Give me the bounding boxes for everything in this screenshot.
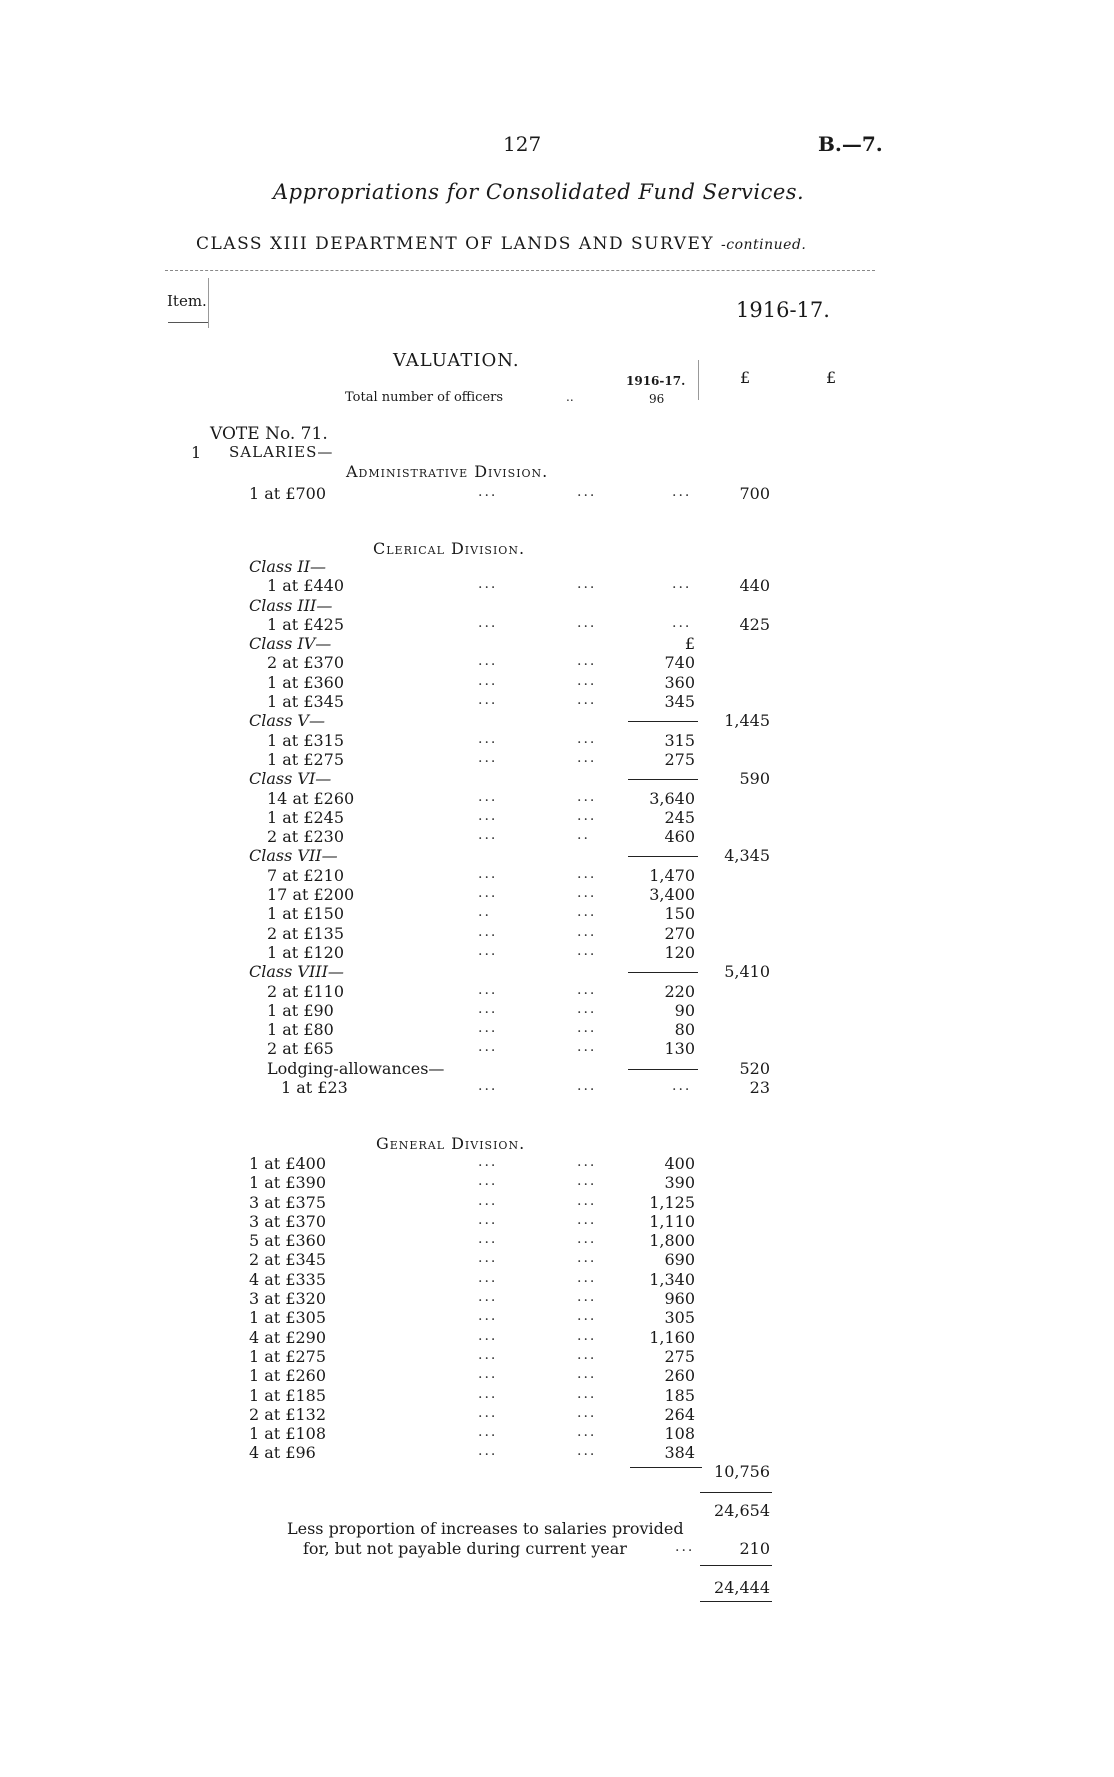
row-label: 3 at £320 xyxy=(249,1289,327,1308)
row-total: 700 xyxy=(739,484,770,503)
row-dots: ... xyxy=(478,1289,498,1305)
row-dots: ... xyxy=(478,1386,498,1402)
row-dots: ... xyxy=(577,750,597,766)
row-dots: ... xyxy=(478,1270,498,1286)
row-dots: ... xyxy=(478,885,498,901)
row-label: 1 at £345 xyxy=(267,692,345,711)
row-dots: ... xyxy=(478,1039,498,1055)
row-amount: 108 xyxy=(664,1424,695,1443)
row-dots: ... xyxy=(478,943,498,959)
row-amount: 400 xyxy=(664,1154,695,1173)
row-label: 1 at £700 xyxy=(249,484,327,503)
row-amount: 80 xyxy=(674,1020,695,1039)
row-dots: ... xyxy=(577,692,597,708)
subtotal: 24,654 xyxy=(714,1501,770,1520)
row-rule xyxy=(628,972,698,973)
row-label: Class V— xyxy=(249,711,325,730)
row-label: Class II— xyxy=(249,557,327,576)
row-label: 1 at £275 xyxy=(267,750,345,769)
row-amount: 360 xyxy=(664,673,695,692)
row-dots: ... xyxy=(478,1212,498,1228)
row-dots: ... xyxy=(478,731,498,747)
row-dots: ... xyxy=(577,924,597,940)
row-label: 3 at £375 xyxy=(249,1193,327,1212)
row-label: 1 at £23 xyxy=(281,1078,348,1097)
row-dots: ... xyxy=(672,484,692,500)
row-dots: ... xyxy=(577,943,597,959)
page-number: 127 xyxy=(503,132,542,156)
row-label: 2 at £370 xyxy=(267,653,345,672)
row-amount: 264 xyxy=(664,1405,695,1424)
row-dots: .. xyxy=(478,904,491,920)
row-label: 1 at £245 xyxy=(267,808,345,827)
row-label: 1 at £80 xyxy=(267,1020,334,1039)
row-label: Class VI— xyxy=(249,769,332,788)
salaries-label: SALARIES— xyxy=(229,443,334,461)
row-dots: ... xyxy=(577,1347,597,1363)
row-label: Class VIII— xyxy=(249,962,344,981)
row-total: 5,410 xyxy=(724,962,770,981)
row-dots: ... xyxy=(577,1039,597,1055)
item-header-underline xyxy=(168,322,208,323)
row-total: 440 xyxy=(739,576,770,595)
row-dots: ... xyxy=(478,1078,498,1094)
row-rule xyxy=(628,721,698,722)
row-amount: 690 xyxy=(664,1250,695,1269)
row-amount: 220 xyxy=(664,982,695,1001)
row-dots: ... xyxy=(577,1250,597,1266)
pound-column-1: £ xyxy=(740,368,751,387)
row-dots: ... xyxy=(478,615,498,631)
general-total: 10,756 xyxy=(714,1462,770,1481)
row-dots: ... xyxy=(577,484,597,500)
row-dots: ... xyxy=(577,1193,597,1209)
document-reference: B.—7. xyxy=(818,132,883,156)
row-rule xyxy=(628,779,698,780)
vote-label: VOTE No. 71. xyxy=(210,424,328,444)
row-dots: ... xyxy=(478,1001,498,1017)
row-dots: ... xyxy=(577,789,597,805)
row-dots: ... xyxy=(478,1231,498,1247)
row-amount: 150 xyxy=(664,904,695,923)
class-heading-text: CLASS XIII DEPARTMENT OF LANDS AND SURVEY xyxy=(196,234,715,254)
row-amount: 260 xyxy=(664,1366,695,1385)
row-dots: ... xyxy=(478,1366,498,1382)
row-label: 2 at £132 xyxy=(249,1405,327,1424)
row-amount: 185 xyxy=(664,1386,695,1405)
row-dots: ... xyxy=(478,653,498,669)
valuation-year-label: 1916-17. xyxy=(626,374,686,388)
row-dots: ... xyxy=(577,1001,597,1017)
row-dots: ... xyxy=(577,653,597,669)
row-amount: 275 xyxy=(664,750,695,769)
row-label: 7 at £210 xyxy=(267,866,345,885)
row-dots: ... xyxy=(478,827,498,843)
row-amount: 90 xyxy=(674,1001,695,1020)
row-label: 2 at £230 xyxy=(267,827,345,846)
row-label: 1 at £400 xyxy=(249,1154,327,1173)
row-label: Lodging-allowances— xyxy=(267,1059,445,1078)
row-amount: 120 xyxy=(664,943,695,962)
row-total: 4,345 xyxy=(724,846,770,865)
row-amount: 740 xyxy=(664,653,695,672)
row-dots: ... xyxy=(672,615,692,631)
row-dots: ... xyxy=(478,576,498,592)
grand-total-rule-bottom xyxy=(700,1601,772,1602)
row-label: 4 at £96 xyxy=(249,1443,316,1462)
row-label: 1 at £275 xyxy=(249,1347,327,1366)
row-label: Class IV— xyxy=(249,634,332,653)
row-amount: 1,340 xyxy=(649,1270,695,1289)
row-amount: £ xyxy=(684,634,695,653)
row-amount: 345 xyxy=(664,692,695,711)
row-dots: ... xyxy=(577,1308,597,1324)
row-label: 1 at £425 xyxy=(267,615,345,634)
row-dots: ... xyxy=(577,1270,597,1286)
less-amount: 210 xyxy=(739,1539,770,1558)
row-label: 1 at £390 xyxy=(249,1173,327,1192)
subtotal-rule xyxy=(700,1492,772,1493)
row-dots: ... xyxy=(478,1308,498,1324)
row-label: Class VII— xyxy=(249,846,338,865)
row-amount: 3,640 xyxy=(649,789,695,808)
row-amount: 275 xyxy=(664,1347,695,1366)
item-number: 1 xyxy=(191,443,202,462)
row-dots: ... xyxy=(478,484,498,500)
row-dots: ... xyxy=(577,885,597,901)
grand-total-rule-top xyxy=(700,1565,772,1566)
less-line-1: Less proportion of increases to salaries provided xyxy=(287,1519,684,1538)
row-dots: ... xyxy=(478,1154,498,1170)
page-title: Appropriations for Consolidated Fund Services. xyxy=(273,180,805,204)
row-total: 590 xyxy=(739,769,770,788)
row-amount: 960 xyxy=(664,1289,695,1308)
row-label: 1 at £150 xyxy=(267,904,345,923)
row-amount: 1,125 xyxy=(649,1193,695,1212)
row-dots: ... xyxy=(577,615,597,631)
row-amount: 1,470 xyxy=(649,866,695,885)
row-dots: ... xyxy=(478,808,498,824)
row-label: 1 at £315 xyxy=(267,731,345,750)
row-dots: ... xyxy=(478,1424,498,1440)
row-dots: .. xyxy=(577,827,590,843)
row-amount: 390 xyxy=(664,1173,695,1192)
row-total: 1,445 xyxy=(724,711,770,730)
row-dots: ... xyxy=(478,673,498,689)
row-dots: ... xyxy=(478,1443,498,1459)
row-label: 1 at £120 xyxy=(267,943,345,962)
row-total: 23 xyxy=(749,1078,770,1097)
valuation-title: VALUATION. xyxy=(393,350,520,371)
row-dots: ... xyxy=(577,1173,597,1189)
row-dots: ... xyxy=(577,576,597,592)
administrative-heading: Administrative Division. xyxy=(346,462,549,481)
row-label: 17 at £200 xyxy=(267,885,355,904)
row-amount: 460 xyxy=(664,827,695,846)
row-rule xyxy=(628,856,698,857)
general-total-rule xyxy=(630,1467,702,1468)
clerical-heading: Clerical Division. xyxy=(373,539,526,558)
row-dots: ... xyxy=(577,982,597,998)
row-dots: ... xyxy=(577,1289,597,1305)
row-dots: ... xyxy=(478,1405,498,1421)
row-label: 2 at £65 xyxy=(267,1039,334,1058)
row-dots: ... xyxy=(478,1250,498,1266)
row-dots: ... xyxy=(478,924,498,940)
row-label: 2 at £110 xyxy=(267,982,345,1001)
continued-label: -continued. xyxy=(721,237,807,253)
row-dots: ... xyxy=(478,692,498,708)
row-label: 5 at £360 xyxy=(249,1231,327,1250)
row-amount: 130 xyxy=(664,1039,695,1058)
officers-dots: .. xyxy=(566,390,574,404)
row-label: 2 at £345 xyxy=(249,1250,327,1269)
row-amount: 1,110 xyxy=(649,1212,695,1231)
row-amount: 305 xyxy=(664,1308,695,1327)
row-amount: 384 xyxy=(664,1443,695,1462)
row-dots: ... xyxy=(577,1366,597,1382)
row-dots: ... xyxy=(478,1193,498,1209)
item-column-rule xyxy=(208,278,209,328)
row-amount: 3,400 xyxy=(649,885,695,904)
grand-total: 24,444 xyxy=(714,1578,770,1597)
row-dots: ... xyxy=(478,1173,498,1189)
row-label: 1 at £360 xyxy=(267,673,345,692)
row-label: 2 at £135 xyxy=(267,924,345,943)
row-label: 1 at £260 xyxy=(249,1366,327,1385)
row-label: 1 at £90 xyxy=(267,1001,334,1020)
row-amount: 1,800 xyxy=(649,1231,695,1250)
row-dots: ... xyxy=(478,750,498,766)
row-dots: ... xyxy=(577,731,597,747)
row-dots: ... xyxy=(577,1405,597,1421)
general-heading: General Division. xyxy=(376,1134,526,1153)
row-total: 520 xyxy=(739,1059,770,1078)
less-line-2: for, but not payable during current year xyxy=(303,1539,627,1558)
row-dots: ... xyxy=(577,673,597,689)
row-amount: 245 xyxy=(664,808,695,827)
row-dots: ... xyxy=(478,789,498,805)
row-label: 1 at £185 xyxy=(249,1386,327,1405)
year-column-header: 1916-17. xyxy=(736,298,830,322)
class-heading xyxy=(196,234,806,254)
row-dots: ... xyxy=(478,866,498,882)
row-label: 4 at £290 xyxy=(249,1328,327,1347)
row-label: Class III— xyxy=(249,596,333,615)
less-dots: ... xyxy=(675,1539,695,1555)
row-dots: ... xyxy=(577,1328,597,1344)
row-dots: ... xyxy=(577,1078,597,1094)
row-total: 425 xyxy=(739,615,770,634)
row-dots: ... xyxy=(478,1020,498,1036)
row-dots: ... xyxy=(672,576,692,592)
officers-count: 96 xyxy=(649,392,665,406)
row-dots: ... xyxy=(478,1328,498,1344)
row-label: 1 at £440 xyxy=(267,576,345,595)
row-amount: 270 xyxy=(664,924,695,943)
row-amount: 315 xyxy=(664,731,695,750)
row-dots: ... xyxy=(577,1020,597,1036)
row-dots: ... xyxy=(478,982,498,998)
row-label: 1 at £305 xyxy=(249,1308,327,1327)
row-label: 3 at £370 xyxy=(249,1212,327,1231)
row-label: 4 at £335 xyxy=(249,1270,327,1289)
row-dots: ... xyxy=(672,1078,692,1094)
row-dots: ... xyxy=(577,904,597,920)
header-divider xyxy=(165,270,875,271)
officers-label: Total number of officers xyxy=(345,390,504,405)
row-dots: ... xyxy=(577,808,597,824)
row-dots: ... xyxy=(577,1443,597,1459)
row-dots: ... xyxy=(577,1386,597,1402)
row-label: 1 at £108 xyxy=(249,1424,327,1443)
row-dots: ... xyxy=(577,866,597,882)
row-dots: ... xyxy=(577,1212,597,1228)
row-dots: ... xyxy=(577,1231,597,1247)
row-amount: 1,160 xyxy=(649,1328,695,1347)
row-rule xyxy=(628,1069,698,1070)
valuation-rule xyxy=(698,360,699,400)
row-dots: ... xyxy=(577,1424,597,1440)
row-dots: ... xyxy=(577,1154,597,1170)
row-label: 14 at £260 xyxy=(267,789,355,808)
row-dots: ... xyxy=(478,1347,498,1363)
item-column-header: Item. xyxy=(167,292,207,310)
pound-column-2: £ xyxy=(826,368,837,387)
